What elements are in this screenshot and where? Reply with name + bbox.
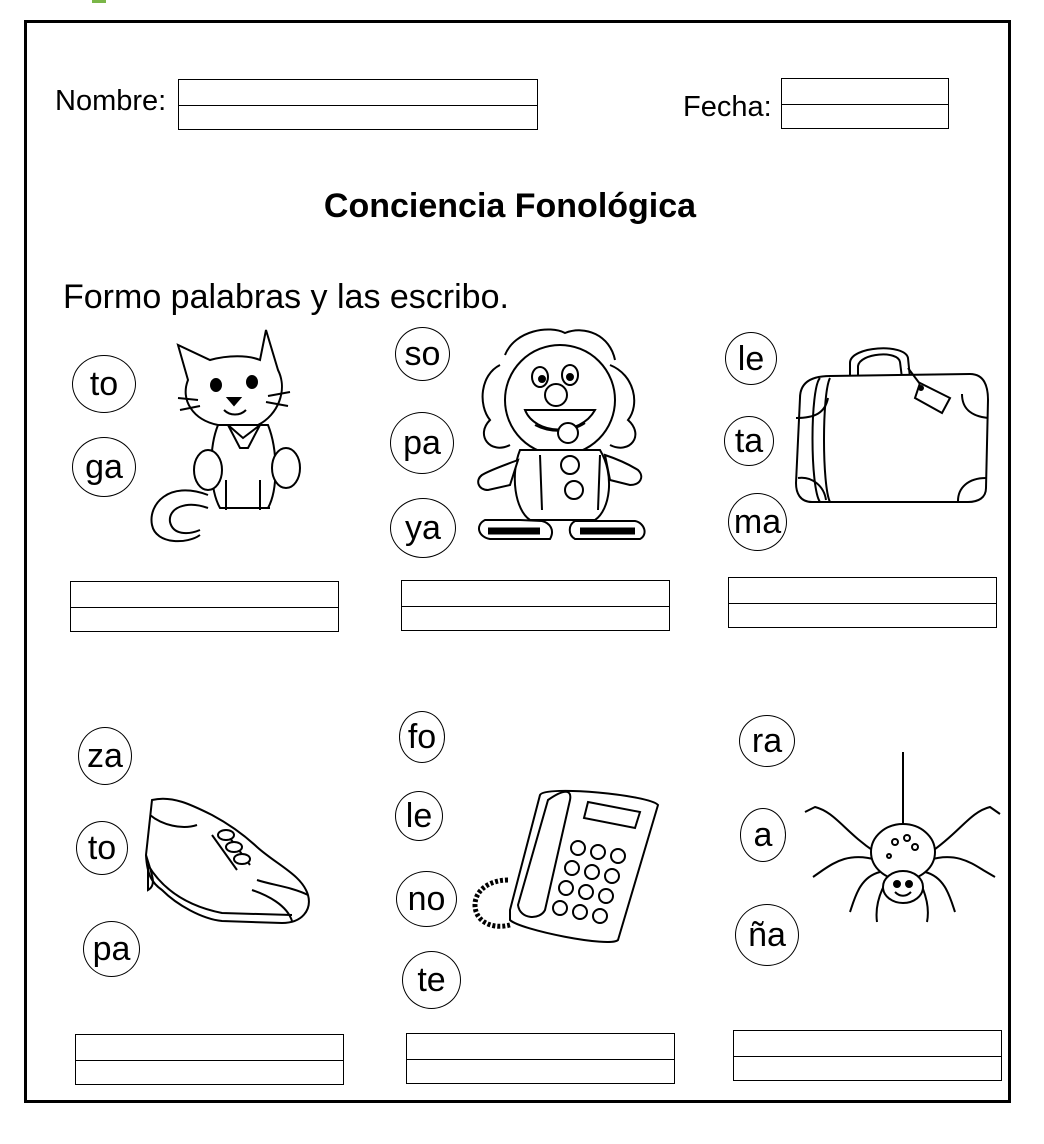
- page-title: Conciencia Fonológica: [323, 187, 697, 225]
- suitcase-illustration: [790, 338, 990, 508]
- answer-field[interactable]: [75, 1034, 344, 1085]
- syllable-bubble: te: [402, 951, 461, 1009]
- syllable-bubble: za: [78, 727, 132, 785]
- spider-illustration: [805, 752, 1000, 932]
- syllable-bubble: pa: [83, 921, 140, 977]
- syllable-bubble: ra: [739, 715, 795, 767]
- syllable-bubble: so: [395, 327, 450, 381]
- syllable-bubble: a: [740, 808, 786, 862]
- syllable-bubble: ma: [728, 493, 787, 551]
- name-label: Nombre:: [55, 85, 167, 117]
- shoe-illustration: [142, 795, 314, 930]
- instruction-text: Formo palabras y las escribo.: [63, 278, 509, 316]
- answer-field[interactable]: [70, 581, 339, 632]
- syllable-bubble: pa: [390, 412, 454, 474]
- syllable-bubble: ya: [390, 498, 456, 558]
- syllable-bubble: fo: [399, 711, 445, 763]
- answer-field[interactable]: [728, 577, 997, 628]
- corner-accent: [92, 0, 106, 3]
- syllable-bubble: to: [76, 821, 128, 875]
- cat-illustration: [148, 330, 308, 545]
- date-label: Fecha:: [683, 91, 772, 123]
- syllable-bubble: le: [395, 791, 443, 841]
- syllable-bubble: ta: [724, 416, 774, 466]
- syllable-bubble: ña: [735, 904, 799, 966]
- clown-illustration: [470, 325, 650, 545]
- syllable-bubble: no: [396, 871, 457, 927]
- date-field[interactable]: [781, 78, 949, 129]
- syllable-bubble: le: [725, 332, 777, 385]
- answer-field[interactable]: [733, 1030, 1002, 1081]
- answer-field[interactable]: [401, 580, 670, 631]
- telephone-illustration: [470, 780, 660, 945]
- answer-field[interactable]: [406, 1033, 675, 1084]
- syllable-bubble: to: [72, 355, 136, 413]
- name-field[interactable]: [178, 79, 538, 130]
- syllable-bubble: ga: [72, 437, 136, 497]
